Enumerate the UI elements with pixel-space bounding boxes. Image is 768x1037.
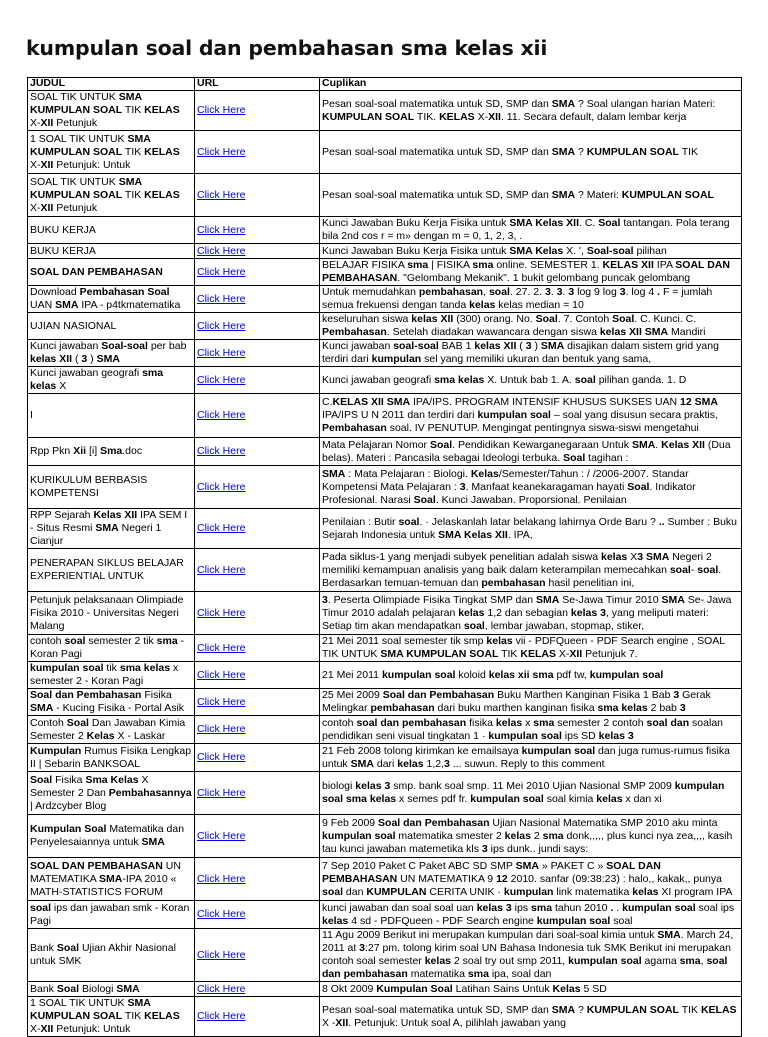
table-row [28,313,742,340]
page-title: kumpulan soal dan pembahasan sma kelas xii [26,36,548,60]
cell-url [195,662,320,689]
table-row [28,91,742,131]
cell-cuplikan: 9 Feb 2009 Soal dan Pembahasan Ujian Nasional Matematika SMP 2010 aku minta kumpulan soal matematika smester 2 kelas 2 sma donk,,,,, plus kunci nya zea,,,, kasih tau kunci jawaban matemetika kls 3 ips dunk.. jundi says: [320,815,742,858]
click-here-link[interactable]: Click Here [197,409,246,421]
column-header-judul: JUDUL [28,78,195,91]
table-row [28,858,742,901]
click-here-link[interactable]: Click Here [197,668,246,681]
table-row [28,815,742,858]
cell-judul: Kunci jawaban Soal-soal per bab kelas XII ( 3 ) SMA [28,340,195,367]
column-header-cuplikan: Cuplikan [320,78,742,91]
cell-url [195,929,320,982]
cell-url [195,174,320,217]
cell-cuplikan: Untuk memudahkan pembahasan, soal. 27. 2. 3. 3. 3 log 9 log 3. log 4 . F = jumlah semua frekuensi dengan tanda kelas kelas median = 10 [320,286,742,313]
cell-url [195,997,320,1037]
click-here-link[interactable]: Click Here [197,223,246,236]
cell-url [195,217,320,244]
click-here-link[interactable]: Click Here [197,695,246,708]
table-row [28,174,742,217]
click-here-link[interactable]: Click Here [197,188,246,201]
cell-judul: Kumpulan Soal Matematika dan Penyelesaiannya untuk SMA [28,815,195,858]
cell-judul: PENERAPAN SIKLUS BELAJAR EXPERIENTIAL UNTUK [28,549,195,592]
cell-cuplikan: Kunci jawaban geografi sma kelas X. Untuk bab 1. A. soal pilihan ganda. 1. D [320,367,742,394]
cell-judul: soal ips dan jawaban smk - Koran Pagi [28,901,195,929]
table-row [28,466,742,509]
cell-cuplikan: 25 Mei 2009 Soal dan Pembahasan Buku Marthen Kanginan Fisika 1 Bab 3 Gerak Melingkar pembahasan dari buku marthen kanginan fisika sma kelas 2 bab 3 [320,689,742,716]
cell-cuplikan: SMA : Mata Pelajaran : Biologi. Kelas/Semester/Tahun : / /2006-2007. Standar Kompetensi Mata Pelajaran : 3. Manfaat keanekaragaman hayati Soal. Indikator Profesional. Narasi Soal. Kunci Jawaban. Proporsional. Penilaian [320,466,742,509]
cell-judul: SOAL DAN PEMBAHASAN UN MATEMATIKA SMA-IPA 2010 « MATH-STATISTICS FORUM [28,858,195,901]
click-here-link[interactable]: Click Here [197,265,246,278]
click-here-link[interactable]: Click Here [197,480,246,493]
table-row [28,509,742,549]
table-row [28,929,742,982]
click-here-link[interactable]: Click Here [197,723,246,735]
cell-judul: Bank Soal Ujian Akhir Nasional untuk SMK [28,929,195,982]
cell-url [195,982,320,997]
table-row [28,286,742,313]
cell-judul: kumpulan soal tik sma kelas x semester 2 - Koran Pagi [28,662,195,689]
cell-url [195,91,320,131]
cell-judul: 1 SOAL TIK UNTUK SMA KUMPULAN SOAL TIK KELAS X-XII Petunjuk: Untuk [28,997,195,1037]
click-here-link[interactable]: Click Here [197,522,246,534]
click-here-link[interactable]: Click Here [197,244,246,257]
table-row [28,982,742,997]
table-row [28,244,742,259]
table-row [28,394,742,438]
cell-judul: Kumpulan Rumus Fisika Lengkap II | Sebarin BANKSOAL [28,744,195,772]
cell-cuplikan: BELAJAR FISIKA sma | FISIKA sma online. SEMESTER 1. KELAS XII IPA SOAL DAN PEMBAHASAN. "Gelombang Mekanik". 1 bukit gelombang puncak gelombang [320,259,742,286]
cell-judul: Rpp Pkn Xii [i] Sma.doc [28,438,195,466]
cell-judul: Contoh Soal Dan Jawaban Kimia Semester 2 Kelas X - Laskar [28,716,195,744]
cell-url [195,901,320,929]
cell-url [195,509,320,549]
cell-cuplikan: 21 Mei 2011 soal semester tik smp kelas vii - PDFQueen - PDF Search engine , SOAL TIK UNTUK SMA KUMPULAN SOAL TIK KELAS X-XII Petunjuk 7. [320,635,742,662]
table-row [28,662,742,689]
cell-cuplikan: 21 Feb 2008 tolong kirimkan ke emailsaya kumpulan soal dan juga rumus-rumus fisika untuk SMA dari kelas 1,2,3 ... suwun. Reply to this comment [320,744,742,772]
cell-url [195,394,320,438]
click-here-link[interactable]: Click Here [197,104,246,116]
column-header-url: URL [195,78,320,91]
table-row [28,592,742,635]
cell-judul: Bank Soal Biologi SMA [28,982,195,997]
cell-url [195,772,320,815]
click-here-link[interactable]: Click Here [197,145,246,158]
cell-url [195,340,320,367]
table-body [28,91,742,1037]
cell-judul: BUKU KERJA [28,217,195,244]
cell-url [195,592,320,635]
cell-cuplikan: kunci jawaban dan soal soal uan kelas 3 ips sma tahun 2010 . . kumpulan soal soal ips kelas 4 sd - PDFQueen - PDF Search engine kumpulan soal soal [320,901,742,929]
cell-cuplikan: Pesan soal-soal matematika untuk SD, SMP dan SMA ? KUMPULAN SOAL TIK KELAS X -XII. Petunjuk: Untuk soal A, pilihlah jawaban yang [320,997,742,1037]
cell-url [195,744,320,772]
cell-url [195,549,320,592]
cell-url [195,259,320,286]
cell-url [195,286,320,313]
table-row [28,635,742,662]
cell-cuplikan: Kunci Jawaban Buku Kerja Fisika untuk SMA Kelas XII. C. Soal tantangan. Pola terang bila 2nd cos r = m» dengan m = 0, 1, 2, 3, . [320,217,742,244]
cell-url [195,367,320,394]
cell-judul: BUKU KERJA [28,244,195,259]
cell-judul: UJIAN NASIONAL [28,313,195,340]
table-header-row [28,78,742,91]
cell-url [195,466,320,509]
cell-cuplikan: 8 Okt 2009 Kumpulan Soal Latihan Sains Untuk Kelas 5 SD [320,982,742,997]
cell-judul: Soal Fisika Sma Kelas X Semester 2 Dan Pembahasannya | Ardzcyber Blog [28,772,195,815]
click-here-link[interactable]: Click Here [197,319,246,332]
table-row [28,716,742,744]
click-here-link[interactable]: Click Here [197,445,246,457]
cell-judul: Kunci jawaban geografi sma kelas X [28,367,195,394]
table-row [28,772,742,815]
click-here-link[interactable]: Click Here [197,829,246,842]
cell-cuplikan: Mata Pelajaran Nomor Soal. Pendidikan Kewarganegaraan Untuk SMA. Kelas XII (Dua belas). Materi : Pancasila sebagai Ideologi terbuka. Soal tagihan : [320,438,742,466]
cell-cuplikan: 3. Peserta Olimpiade Fisika Tingkat SMP dan SMA Se-Jawa Timur 2010 SMA Se- Jawa Timur 2010 adalah pelajaran kelas 1,2 dan sebagian kelas 3, yang meliputi materi: Setiap tim akan mendapatkan soal, lembar jawaban, stopmap, stiker, [320,592,742,635]
click-here-link[interactable]: Click Here [197,751,246,763]
table-row [28,901,742,929]
cell-judul: Petunjuk pelaksanaan Olimpiade Fisika 2010 - Universitas Negeri Malang [28,592,195,635]
cell-url [195,438,320,466]
click-here-link[interactable]: Click Here [197,786,246,799]
click-here-link[interactable]: Click Here [197,373,246,386]
cell-judul: contoh soal semester 2 tik sma - Koran Pagi [28,635,195,662]
click-here-link[interactable]: Click Here [197,606,246,619]
click-here-link[interactable]: Click Here [197,982,246,995]
cell-url [195,858,320,901]
table-row [28,131,742,174]
cell-cuplikan: Pesan soal-soal matematika untuk SD, SMP dan SMA ? Materi: KUMPULAN SOAL [320,174,742,217]
click-here-link[interactable]: Click Here [197,641,246,654]
results-table [27,77,742,1037]
table-row [28,549,742,592]
table-row [28,744,742,772]
click-here-link[interactable]: Click Here [197,292,246,305]
cell-cuplikan: 7 Sep 2010 Paket C Paket ABC SD SMP SMA » PAKET C » SOAL DAN PEMBAHASAN UN MATEMATIKA 9 12 2010. sanfar (09:38:23) : halo,, kakak,, punya soal dan KUMPULAN CERITA UNIK · kumpulan link matematika kelas XI program IPA [320,858,742,901]
cell-cuplikan: keseluruhan siswa kelas XII (300) orang. No. Soal. 7. Contoh Soal. C. Kunci. C. Pembahasan. Setelah diadakan wawancara dengan siswa kelas XII SMA Mandiri [320,313,742,340]
table-row [28,259,742,286]
cell-judul: Download Pembahasan Soal UAN SMA IPA - p4tkmatematika [28,286,195,313]
click-here-link[interactable]: Click Here [197,872,246,885]
cell-judul: Soal dan Pembahasan Fisika SMA - Kucing Fisika - Portal Asik [28,689,195,716]
table-row [28,689,742,716]
cell-cuplikan: 21 Mei 2011 kumpulan soal koloid kelas xii sma pdf tw, kumpulan soal [320,662,742,689]
cell-url [195,689,320,716]
cell-url [195,716,320,744]
cell-cuplikan: contoh soal dan pembahasan fisika kelas x sma semester 2 contoh soal dan soalan pendidikan seni visual tingkatan 1 · kumpulan soal ips SD kelas 3 [320,716,742,744]
cell-cuplikan: Pada siklus-1 yang menjadi subyek penelitian adalah siswa kelas X3 SMA Negeri 2 memiliki kemampuan analisis yang baik dalam keterampilan memecahkan soal- soal. Berdasarkan temuan-temuan dan pembahasan hasil penelitian ini, [320,549,742,592]
cell-cuplikan: Penilaian : Butir soal. · Jelaskanlah latar belakang lahirnya Orde Baru ? .. Sumber : Buku Sejarah Indonesia untuk SMA Kelas XII. IPA, [320,509,742,549]
table-row [28,438,742,466]
cell-url [195,131,320,174]
cell-judul: SOAL DAN PEMBAHASAN [28,259,195,286]
cell-url [195,635,320,662]
cell-judul: RPP Sejarah Kelas XII IPA SEM I - Situs Resmi SMA Negeri 1 Cianjur [28,509,195,549]
click-here-link[interactable]: Click Here [197,948,246,961]
cell-judul: SOAL TIK UNTUK SMA KUMPULAN SOAL TIK KELAS X-XII Petunjuk [28,174,195,217]
cell-cuplikan: Pesan soal-soal matematika untuk SD, SMP dan SMA ? Soal ulangan harian Materi: KUMPULAN SOAL TIK. KELAS X-XII. 11. Secara default, dalam lembar kerja [320,91,742,131]
table-row [28,340,742,367]
click-here-link[interactable]: Click Here [197,346,246,359]
table-row [28,367,742,394]
click-here-link[interactable]: Click Here [197,908,246,920]
table-row [28,997,742,1037]
table-row [28,217,742,244]
cell-cuplikan: C.KELAS XII SMA IPA/IPS. PROGRAM INTENSIF KHUSUS SUKSES UAN 12 SMA IPA/IPS U N 2011 dan terdiri dari kumpulan soal – soal yang disusun secara praktis, Pembahasan soal. IV PENUTUP. Mengingat pentingnya siswa-siswi mengetahui [320,394,742,438]
click-here-link[interactable]: Click Here [197,1010,246,1022]
cell-cuplikan: Kunci Jawaban Buku Kerja Fisika untuk SMA Kelas X. ', Soal-soal pilihan [320,244,742,259]
cell-cuplikan: Kunci jawaban soal-soal BAB 1 kelas XII ( 3 ) SMA disajikan dalam sistem grid yang terdiri dari kumpulan sel yang memiliki ukuran dan bentuk yang sama, [320,340,742,367]
cell-judul: 1 SOAL TIK UNTUK SMA KUMPULAN SOAL TIK KELAS X-XII Petunjuk: Untuk [28,131,195,174]
cell-url [195,313,320,340]
cell-cuplikan: 11 Agu 2009 Berikut ini merupakan kumpulan dari soal-soal kimia untuk SMA. March 24, 2011 at 3:27 pm. tolong kirim soal UN Bahasa Indonesia tuk SMK Berikut ini merupakan contoh soal semester kelas 2 soal try out smp 2011, kumpulan soal agama sma, soal dan pembahasan matematika sma ipa, soal dan [320,929,742,982]
cell-cuplikan: biologi kelas 3 smp. bank soal smp. 11 Mei 2010 Ujian Nasional SMP 2009 kumpulan soal sma kelas x semes pdf fr. kumpulan soal soal kimia kelas x dan xi [320,772,742,815]
cell-url [195,244,320,259]
cell-url [195,815,320,858]
cell-cuplikan: Pesan soal-soal matematika untuk SD, SMP dan SMA ? KUMPULAN SOAL TIK [320,131,742,174]
cell-judul: SOAL TIK UNTUK SMA KUMPULAN SOAL TIK KELAS X-XII Petunjuk [28,91,195,131]
click-here-link[interactable]: Click Here [197,563,246,576]
cell-judul: I [28,394,195,438]
cell-judul: KURIKULUM BERBASIS KOMPETENSI [28,466,195,509]
